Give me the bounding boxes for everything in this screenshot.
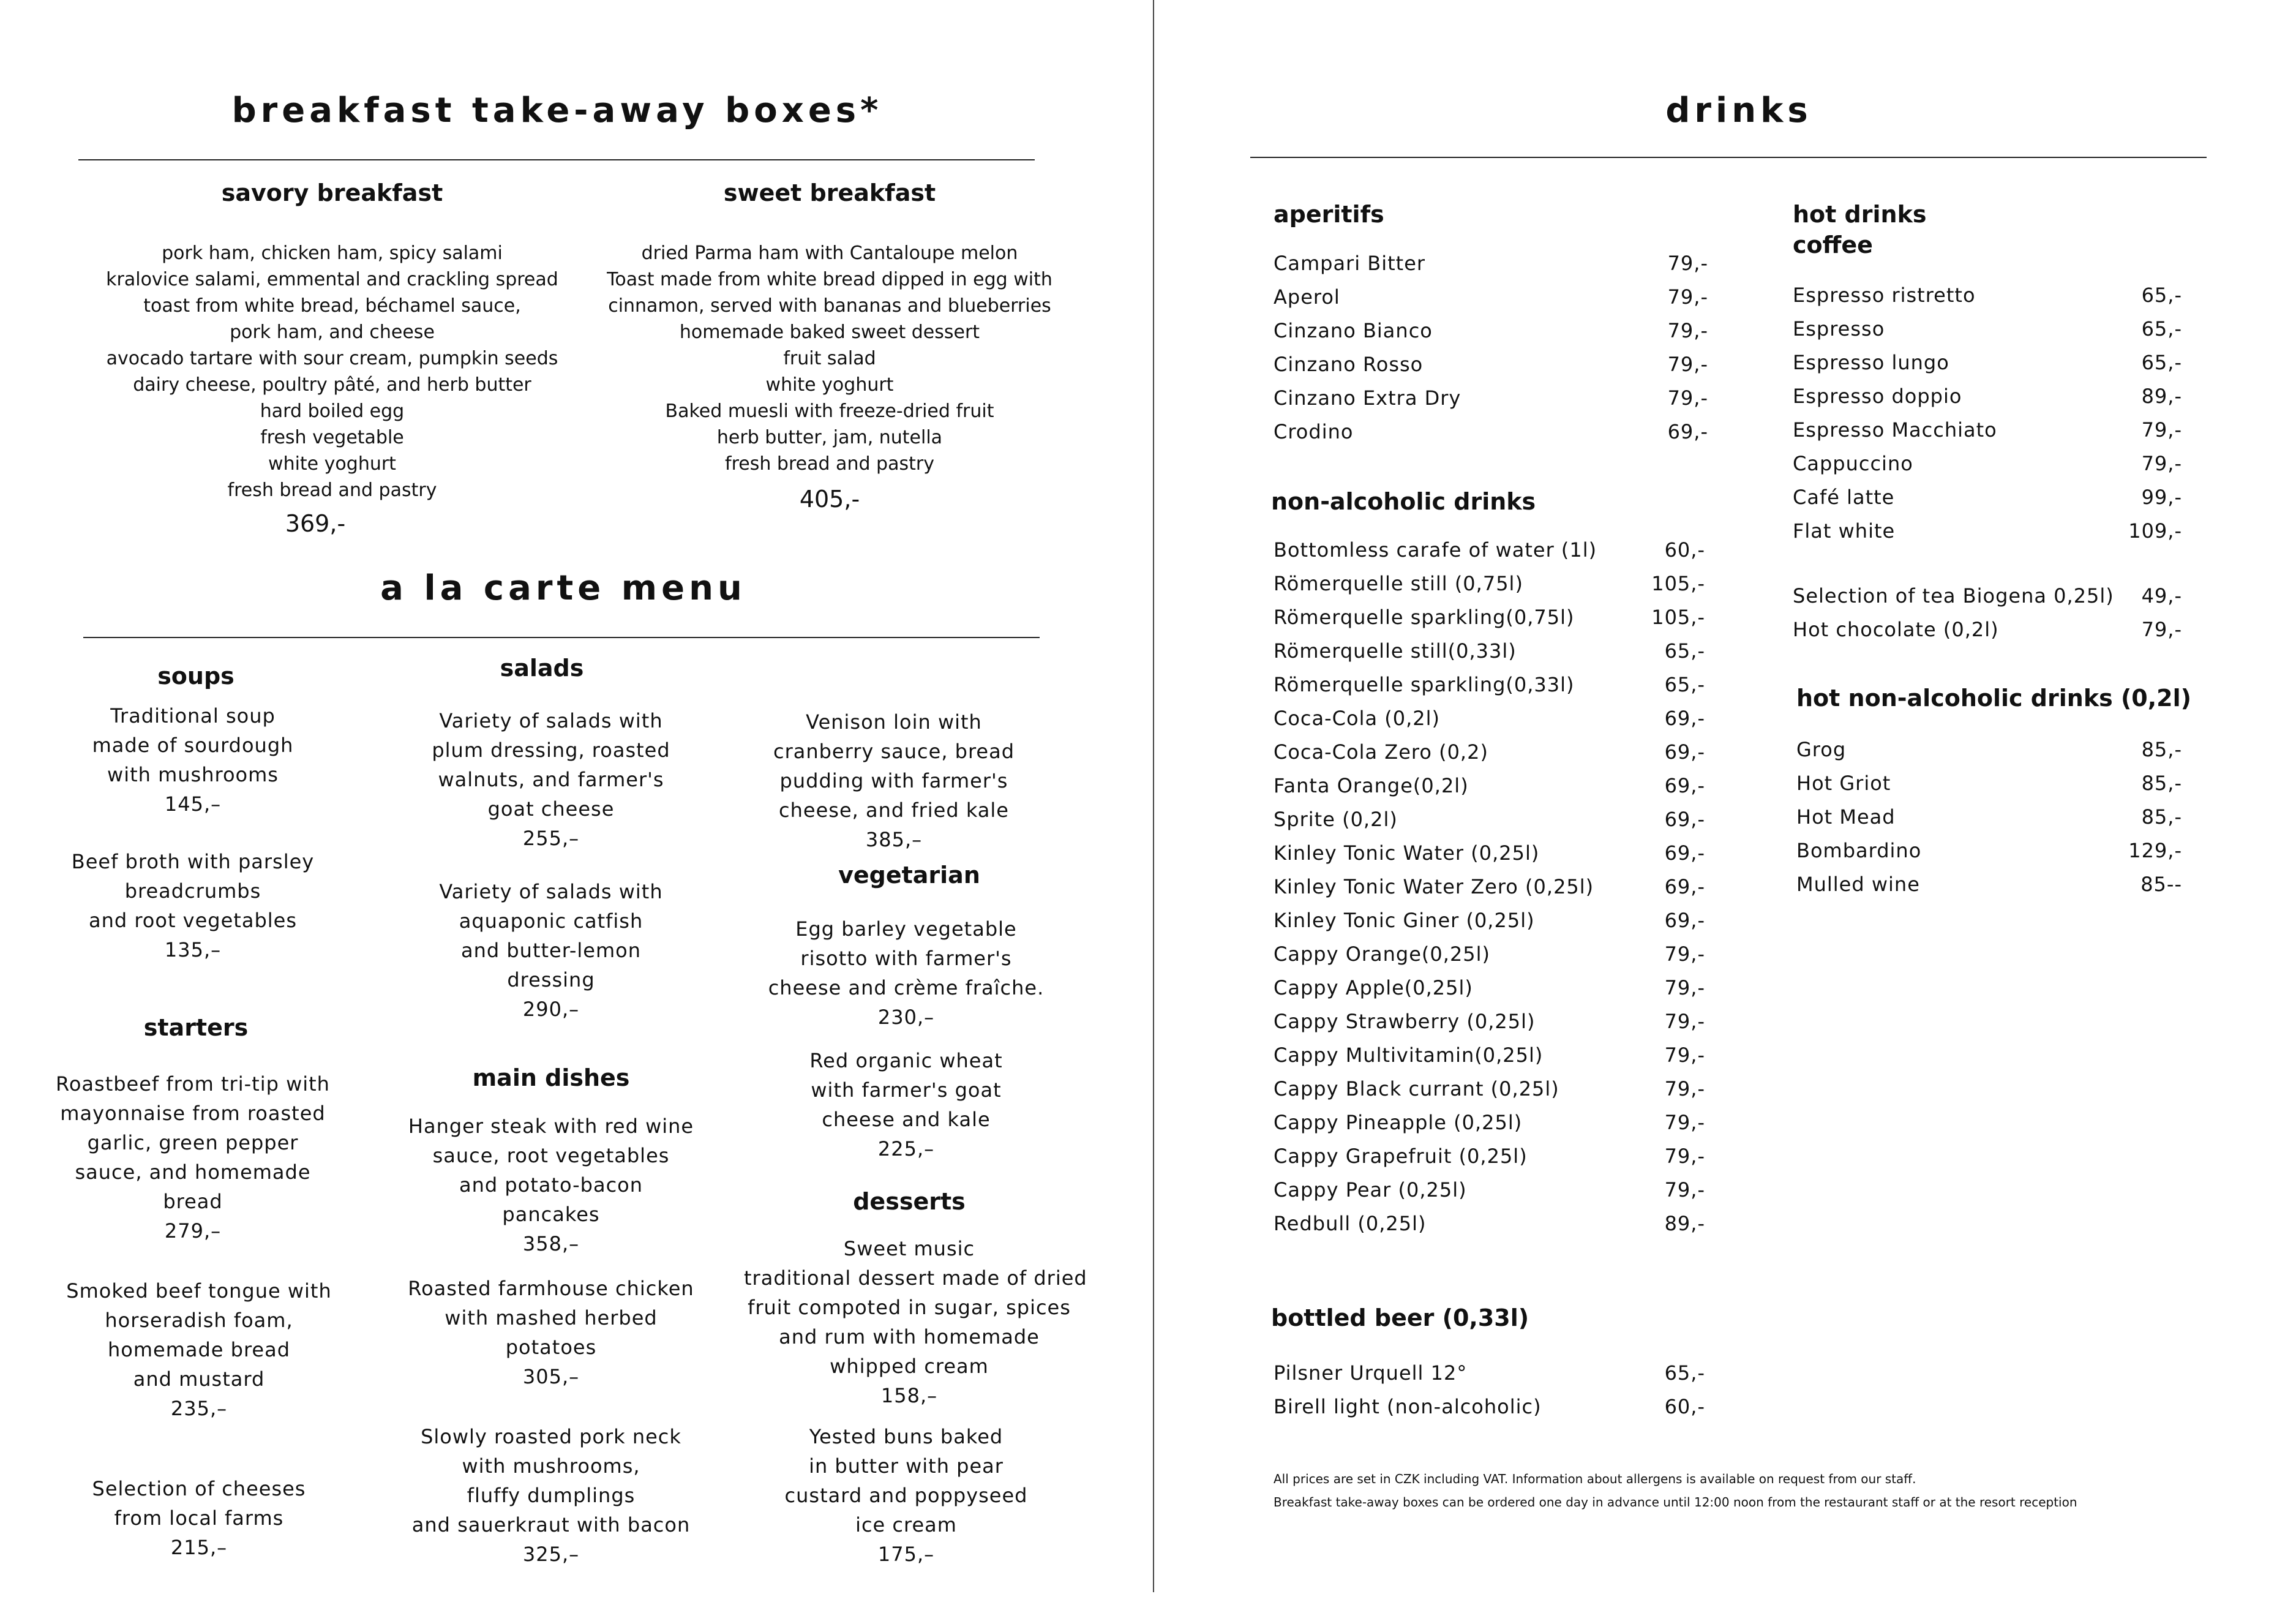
menu-line: Smoked beef tongue with	[66, 1279, 332, 1303]
savory-lines	[86, 240, 579, 503]
drink-price: 79,-	[1667, 386, 1708, 410]
menu-line: goat cheese	[487, 797, 615, 821]
tea-list	[1793, 579, 2182, 647]
drink-row	[1274, 382, 1708, 415]
drink-price: 69,-	[1664, 841, 1705, 865]
menu-line: Roasted farmhouse chicken	[408, 1277, 694, 1300]
menu-line: and butter-lemon	[460, 939, 641, 962]
drink-name: Cappy Orange(0,25l)	[1274, 942, 1491, 966]
menu-line: pork ham, and cheese	[230, 322, 435, 343]
menu-line: in butter with pear	[809, 1454, 1004, 1478]
drink-price: 69,-	[1664, 707, 1705, 730]
venison-item	[747, 707, 1041, 854]
nonalcoholic-heading: non-alcoholic drinks	[1271, 488, 1536, 515]
drink-name: Römerquelle still (0,75l)	[1274, 572, 1523, 595]
menu-line: sauce, root vegetables	[432, 1144, 670, 1167]
menu-line: Sweet music	[843, 1237, 975, 1260]
salad-item-2	[404, 877, 698, 1024]
drink-row	[1274, 1390, 1705, 1424]
menu-line: with farmer's goat	[811, 1078, 1002, 1102]
drink-row	[1274, 247, 1708, 280]
drink-name: Cinzano Rosso	[1274, 353, 1424, 376]
alacarte-divider	[83, 637, 1040, 638]
menu-line: Baked muesli with freeze-dried fruit	[665, 401, 994, 422]
drink-name: Crodino	[1274, 420, 1354, 443]
drink-price: 105,-	[1651, 572, 1705, 595]
menu-line: 235,–	[170, 1397, 228, 1420]
drink-row	[1274, 870, 1705, 904]
drink-name: Campari Bitter	[1274, 252, 1426, 275]
dessert-item-2	[753, 1422, 1059, 1569]
menu-line: breadcrumbs	[124, 879, 261, 903]
drink-price: 85,-	[2141, 772, 2182, 795]
menu-line: 215,–	[170, 1536, 228, 1559]
drink-row	[1274, 837, 1705, 870]
drink-row	[1274, 702, 1705, 735]
menu-line: cheese and crème fraîche.	[768, 976, 1045, 999]
drink-name: Bombardino	[1796, 839, 1922, 862]
menu-line: pudding with farmer's	[779, 769, 1008, 792]
drink-price: 65,-	[2141, 317, 2182, 340]
menu-line: homemade bread	[107, 1338, 291, 1361]
drink-row	[1796, 800, 2182, 834]
soup-item-2	[43, 847, 343, 965]
drink-name: Selection of tea Biogena 0,25l)	[1793, 584, 2114, 607]
drink-name: Aperol	[1274, 285, 1340, 309]
menu-line: 305,–	[522, 1365, 580, 1388]
menu-line: 158,–	[880, 1384, 938, 1407]
drink-price: 89,-	[1664, 1212, 1705, 1235]
hotnonalc-list	[1796, 733, 2182, 901]
drink-price: 79,-	[1664, 942, 1705, 966]
drink-row	[1274, 1072, 1705, 1106]
drink-price: 79,-	[2141, 452, 2182, 475]
footer-prices-note: All prices are set in CZK including VAT. Information about allergens is available on request from our staff.	[1274, 1472, 1916, 1486]
drink-row	[1274, 1106, 1705, 1140]
drink-price: 65,-	[2141, 284, 2182, 307]
menu-line: Hanger steak with red wine	[408, 1115, 694, 1138]
menu-line: Beef broth with parsley	[71, 850, 315, 873]
breakfast-divider	[78, 159, 1035, 160]
menu-line: Egg barley vegetable	[795, 917, 1017, 941]
drink-price: 89,-	[2141, 385, 2182, 408]
drink-price: 69,-	[1664, 740, 1705, 764]
drink-row	[1793, 447, 2182, 481]
main-item-2	[398, 1274, 704, 1391]
vegetarian-item-1	[753, 914, 1059, 1032]
drink-price: 65,-	[1664, 673, 1705, 696]
menu-line: 135,–	[164, 938, 222, 961]
drink-price: 69,-	[1667, 420, 1708, 443]
drink-row	[1793, 481, 2182, 514]
menu-line: from local farms	[114, 1506, 284, 1530]
dessert-item-1	[744, 1234, 1087, 1410]
drink-row	[1274, 415, 1708, 449]
drink-row	[1793, 579, 2182, 613]
desserts-heading: desserts	[853, 1188, 966, 1215]
drink-row	[1274, 280, 1708, 314]
drink-row	[1274, 971, 1705, 1005]
drink-name: Flat white	[1793, 519, 1896, 543]
menu-line: potatoes	[505, 1336, 597, 1359]
drink-name: Cappy Pineapple (0,25l)	[1274, 1111, 1523, 1134]
menu-line: cheese, and fried kale	[779, 799, 1009, 822]
drink-row	[1274, 1356, 1705, 1390]
menu-line: dairy cheese, poultry pâté, and herb butter	[133, 374, 531, 396]
menu-line: risotto with farmer's	[800, 947, 1012, 970]
menu-line: 325,–	[522, 1543, 580, 1566]
drink-name: Hot Mead	[1796, 805, 1896, 829]
drink-price: 69,-	[1664, 875, 1705, 898]
menu-line: 279,–	[164, 1219, 222, 1243]
nonalcoholic-list	[1274, 533, 1705, 1241]
menu-line: cranberry sauce, bread	[773, 740, 1015, 763]
drink-price: 79,-	[2141, 418, 2182, 442]
starter-item-1	[43, 1069, 343, 1246]
drink-price: 85--	[2140, 873, 2182, 896]
drink-name: Bottomless carafe of water (1l)	[1274, 538, 1597, 562]
drink-name: Grog	[1796, 738, 1847, 761]
menu-line: white yoghurt	[765, 374, 894, 396]
drink-row	[1796, 733, 2182, 767]
drink-name: Cappuccino	[1793, 452, 1913, 475]
menu-line: 358,–	[522, 1232, 580, 1255]
drink-row	[1793, 312, 2182, 346]
drink-price: 99,-	[2141, 486, 2182, 509]
menu-line: pancakes	[502, 1203, 600, 1226]
drink-name: Café latte	[1793, 486, 1895, 509]
drink-name: Cappy Grapefruit (0,25l)	[1274, 1145, 1528, 1168]
menu-line: white yoghurt	[268, 453, 396, 475]
drink-price: 79,-	[1667, 319, 1708, 342]
starter-item-2	[49, 1276, 349, 1423]
drink-name: Cappy Apple(0,25l)	[1274, 976, 1473, 999]
drink-name: Pilsner Urquell 12°	[1274, 1361, 1468, 1385]
menu-line: Traditional soup	[110, 704, 276, 728]
sweet-lines	[585, 240, 1075, 477]
menu-line: fluffy dumplings	[467, 1484, 636, 1507]
menu-line: made of sourdough	[92, 734, 294, 757]
drink-row	[1796, 834, 2182, 868]
savory-price: 369,-	[285, 510, 346, 537]
drink-name: Fanta Orange(0,2l)	[1274, 774, 1469, 797]
drink-row	[1274, 1005, 1705, 1039]
salad-item-1	[404, 706, 698, 853]
menu-line: Slowly roasted pork neck	[421, 1425, 681, 1448]
beer-list	[1274, 1356, 1705, 1424]
drink-row	[1274, 348, 1708, 382]
menu-line: dried Parma ham with Cantaloupe melon	[641, 243, 1018, 264]
drink-row	[1793, 613, 2182, 647]
menu-line: 255,–	[522, 827, 580, 850]
drink-name: Birell light (non-alcoholic)	[1274, 1395, 1542, 1418]
drink-row	[1796, 767, 2182, 800]
drink-price: 49,-	[2141, 584, 2182, 607]
drink-name: Kinley Tonic Water (0,25l)	[1274, 841, 1540, 865]
sweet-price: 405,-	[799, 486, 860, 513]
menu-line: garlic, green pepper	[87, 1131, 299, 1154]
drink-row	[1793, 346, 2182, 380]
footer-notes	[1274, 1467, 2077, 1514]
menu-line: custard and poppyseed	[784, 1484, 1028, 1507]
menu-line: fresh bread and pastry	[227, 479, 437, 501]
drink-name: Römerquelle still(0,33l)	[1274, 639, 1517, 663]
menu-line: and root vegetables	[88, 909, 298, 932]
menu-line: Red organic wheat	[809, 1049, 1003, 1072]
hotdrinks-heading: hot drinks	[1793, 201, 1927, 228]
menu-line: whipped cream	[830, 1355, 989, 1378]
menu-line: Variety of salads with	[439, 880, 663, 903]
menu-line: kralovice salami, emmental and crackling spread	[106, 269, 558, 290]
drink-name: Espresso doppio	[1793, 385, 1962, 408]
drink-name: Mulled wine	[1796, 873, 1920, 896]
drink-price: 79,-	[1664, 1010, 1705, 1033]
coffee-list	[1793, 279, 2182, 548]
drink-name: Espresso lungo	[1793, 351, 1949, 374]
drink-price: 85,-	[2141, 738, 2182, 761]
alacarte-title: a la carte menu	[380, 568, 746, 608]
menu-line: fresh vegetable	[260, 427, 404, 448]
drink-row	[1796, 868, 2182, 901]
menu-line: walnuts, and farmer's	[438, 768, 664, 791]
drink-row	[1793, 514, 2182, 548]
drink-name: Cappy Black currant (0,25l)	[1274, 1077, 1559, 1100]
menu-line: and mustard	[133, 1367, 265, 1391]
menu-line: bread	[163, 1190, 223, 1213]
starter-item-3	[49, 1474, 349, 1562]
breakfast-title: breakfast take-away boxes*	[231, 91, 883, 130]
drink-name: Sprite (0,2l)	[1274, 808, 1398, 831]
drink-row	[1274, 1039, 1705, 1072]
hotnonalc-heading: hot non-alcoholic drinks (0,2l)	[1796, 685, 2192, 712]
drink-row	[1793, 279, 2182, 312]
menu-line: ice cream	[855, 1513, 957, 1536]
drink-price: 79,-	[2141, 618, 2182, 641]
drink-price: 69,-	[1664, 909, 1705, 932]
drink-price: 79,-	[1667, 252, 1708, 275]
drink-name: Cappy Strawberry (0,25l)	[1274, 1010, 1536, 1033]
menu-line: and potato-bacon	[459, 1173, 643, 1197]
drink-name: Coca-Cola Zero (0,2)	[1274, 740, 1488, 764]
coffee-heading: coffee	[1793, 231, 1873, 258]
menu-line: sauce, and homemade	[75, 1160, 311, 1184]
drink-price: 79,-	[1664, 976, 1705, 999]
drink-price: 105,-	[1651, 606, 1705, 629]
drink-price: 79,-	[1664, 1111, 1705, 1134]
main-item-3	[398, 1422, 704, 1569]
page-divider	[1153, 0, 1154, 1592]
drink-name: Coca-Cola (0,2l)	[1274, 707, 1441, 730]
drink-row	[1274, 567, 1705, 601]
drink-row	[1274, 634, 1705, 668]
drink-price: 129,-	[2128, 839, 2182, 862]
aperitifs-list	[1274, 247, 1708, 449]
menu-line: with mashed herbed	[445, 1306, 658, 1329]
soups-heading: soups	[157, 663, 234, 690]
drink-price: 79,-	[1667, 353, 1708, 376]
drink-price: 79,-	[1667, 285, 1708, 309]
beer-heading: bottled beer (0,33l)	[1271, 1304, 1529, 1331]
menu-line: toast from white bread, béchamel sauce,	[143, 295, 521, 317]
starters-heading: starters	[143, 1014, 249, 1041]
drink-name: Römerquelle sparkling(0,75l)	[1274, 606, 1575, 629]
drinks-divider	[1250, 157, 2207, 158]
menu-line: and rum with homemade	[779, 1325, 1040, 1348]
menu-line: cinnamon, served with bananas and blueberries	[608, 295, 1051, 317]
menu-line: Yested buns baked	[809, 1425, 1004, 1448]
drink-name: Espresso Macchiato	[1793, 418, 1997, 442]
drink-name: Kinley Tonic Water Zero (0,25l)	[1274, 875, 1594, 898]
drink-row	[1274, 938, 1705, 971]
menu-line: with mushrooms	[107, 763, 279, 786]
savory-heading: savory breakfast	[221, 179, 443, 206]
menu-line: Selection of cheeses	[92, 1477, 306, 1500]
aperitifs-heading: aperitifs	[1274, 201, 1384, 228]
drink-name: Hot chocolate (0,2l)	[1793, 618, 1999, 641]
menu-line: aquaponic catfish	[459, 909, 643, 933]
drink-name: Cinzano Bianco	[1274, 319, 1433, 342]
menu-line: 230,–	[877, 1006, 935, 1029]
menu-line: cheese and kale	[822, 1108, 991, 1131]
drink-row	[1274, 314, 1708, 348]
drink-name: Cappy Multivitamin(0,25l)	[1274, 1044, 1544, 1067]
drink-name: Redbull (0,25l)	[1274, 1212, 1427, 1235]
drink-row	[1274, 769, 1705, 803]
drink-price: 65,-	[1664, 639, 1705, 663]
menu-line: fruit salad	[783, 348, 876, 369]
main-heading: main dishes	[472, 1064, 630, 1091]
drink-row	[1274, 1173, 1705, 1207]
soup-item-1	[43, 701, 343, 819]
menu-line: 290,–	[522, 998, 580, 1021]
drink-name: Kinley Tonic Giner (0,25l)	[1274, 909, 1535, 932]
drink-price: 109,-	[2128, 519, 2182, 543]
menu-line: Venison loin with	[806, 710, 982, 734]
menu-line: with mushrooms,	[462, 1454, 640, 1478]
drink-name: Cappy Pear (0,25l)	[1274, 1178, 1467, 1202]
drink-price: 69,-	[1664, 774, 1705, 797]
footer-breakfast-note: Breakfast take-away boxes can be ordered one day in advance until 12:00 noon from the restaurant staff or at the resort reception	[1274, 1495, 2077, 1510]
drink-row	[1274, 803, 1705, 837]
drink-name: Espresso ristretto	[1793, 284, 1976, 307]
drink-price: 79,-	[1664, 1077, 1705, 1100]
menu-line: mayonnaise from roasted	[60, 1102, 326, 1125]
drink-price: 65,-	[2141, 351, 2182, 374]
menu-line: 175,–	[877, 1543, 935, 1566]
menu-line: pork ham, chicken ham, spicy salami	[162, 243, 503, 264]
menu-line: Variety of salads with	[439, 709, 663, 732]
drink-name: Espresso	[1793, 317, 1885, 340]
menu-line: and sauerkraut with bacon	[411, 1513, 691, 1536]
salads-heading: salads	[500, 655, 584, 682]
drink-row	[1274, 533, 1705, 567]
drink-price: 85,-	[2141, 805, 2182, 829]
drink-price: 60,-	[1664, 1395, 1705, 1418]
drinks-title: drinks	[1665, 91, 1812, 130]
menu-line: herb butter, jam, nutella	[716, 427, 943, 448]
drink-row	[1274, 1207, 1705, 1241]
menu-line: fresh bread and pastry	[725, 453, 934, 475]
menu-line: dressing	[507, 968, 595, 991]
vegetarian-item-2	[753, 1046, 1059, 1164]
sweet-heading: sweet breakfast	[723, 179, 936, 206]
menu-line: traditional dessert made of dried	[744, 1266, 1087, 1290]
drink-row	[1793, 413, 2182, 447]
main-item-1	[398, 1111, 704, 1258]
drink-price: 79,-	[1664, 1178, 1705, 1202]
drink-name: Cinzano Extra Dry	[1274, 386, 1461, 410]
menu-line: 145,–	[164, 792, 222, 816]
menu-line: horseradish foam,	[105, 1309, 293, 1332]
drink-price: 69,-	[1664, 808, 1705, 831]
menu-line: 225,–	[877, 1137, 935, 1160]
drink-row	[1274, 601, 1705, 634]
drink-row	[1274, 904, 1705, 938]
drink-price: 60,-	[1664, 538, 1705, 562]
drink-name: Hot Griot	[1796, 772, 1891, 795]
drink-price: 65,-	[1664, 1361, 1705, 1385]
menu-line: homemade baked sweet dessert	[679, 322, 980, 343]
drink-row	[1274, 1140, 1705, 1173]
drink-price: 79,-	[1664, 1145, 1705, 1168]
drink-row	[1793, 380, 2182, 413]
menu-line: Roastbeef from tri-tip with	[56, 1072, 330, 1096]
menu-line: Toast made from white bread dipped in egg with	[607, 269, 1052, 290]
vegetarian-heading: vegetarian	[838, 862, 980, 889]
drink-row	[1274, 668, 1705, 702]
menu-line: 385,–	[865, 828, 923, 851]
menu-line: fruit compoted in sugar, spices	[748, 1296, 1071, 1319]
drink-row	[1274, 735, 1705, 769]
drink-name: Römerquelle sparkling(0,33l)	[1274, 673, 1575, 696]
menu-line: avocado tartare with sour cream, pumpkin seeds	[106, 348, 558, 369]
menu-line: hard boiled egg	[260, 401, 405, 422]
drink-price: 79,-	[1664, 1044, 1705, 1067]
menu-line: plum dressing, roasted	[432, 739, 670, 762]
